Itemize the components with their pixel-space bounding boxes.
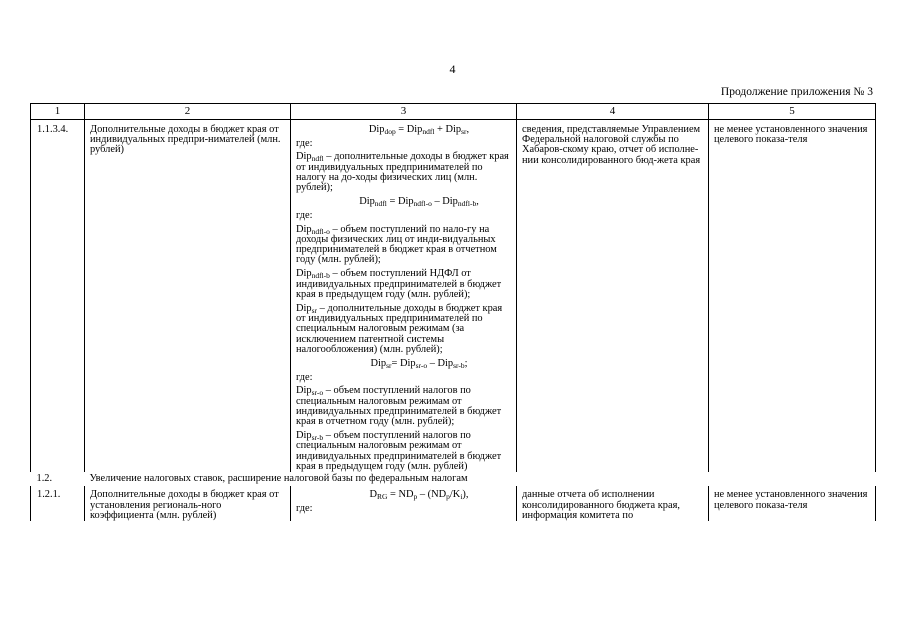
section-title: Увеличение налоговых ставок, расширение налоговой базы по федеральным налогам xyxy=(89,473,468,485)
where-label: где: xyxy=(296,138,313,150)
variable-definition: Dip$_{ndfl}$ – дополнительные доходы в бюджет края от индивидуальных предпринимателей по налогу на до-ходы физических лиц (млн. рублей); xyxy=(296,151,509,194)
continuation-label: Продолжение приложения № 3 xyxy=(720,86,873,98)
variable-definition: Dip$_{ndfl-o}$ – объем поступлений по нало-гу на доходы физических лиц от инди-видуальных предпринимателей в бюджет края в отчетном году (млн. рублей); xyxy=(296,223,497,266)
data-source: сведения, представляемые Управлением Федеральной налоговой службы по Хабаров-скому краю, отчет об исполне-нии консолидированного бюд-жета края xyxy=(517,120,709,473)
indicator-name: Дополнительные доходы в бюджет края от индивидуальных предпри-нимателей (млн. рублей) xyxy=(85,120,291,473)
row-number: 1.1.3.4. xyxy=(31,120,85,473)
header-row xyxy=(31,104,876,120)
where-label: где: xyxy=(296,502,313,514)
where-label: где: xyxy=(296,210,313,222)
header-col-4: 4 xyxy=(517,104,709,120)
indicators-table xyxy=(30,103,876,521)
formula: Dip$_{sr}$= Dip$_{sr-o}$ – Dip$_{sr-b}$; xyxy=(370,358,468,371)
formula: Dip$_{ndfl}$ = Dip$_{ndfl-o}$ – Dip$_{ndfl-b}$, xyxy=(359,196,479,209)
formula: $D_{RG} = ND_p - (ND_p/K_i)$, xyxy=(369,489,469,502)
header-col-5: 5 xyxy=(709,104,876,120)
header-col-1: 1 xyxy=(31,104,85,120)
calculation-method xyxy=(291,120,517,473)
target-note: не менее установленного значения целевого показа-теля xyxy=(709,486,876,521)
header-col-3: 3 xyxy=(291,104,517,120)
table-row xyxy=(31,486,876,521)
page-number: 4 xyxy=(449,62,456,76)
calculation-method xyxy=(291,486,517,521)
variable-definition: Dip$_{ndfl-b}$ – объем поступлений НДФЛ от индивидуальных предпринимателей в бюджет края в предыдущем году (млн. рублей); xyxy=(296,268,502,300)
where-label: где: xyxy=(296,372,313,384)
variable-definition: Dip$_{sr-o}$ – объем поступлений налогов по специальным налоговым режимам от индивидуальных предпринимателей в бюджет края в отчетном году (млн. рублей); xyxy=(296,385,502,428)
formula: Dip$_{dop}$ = Dip$_{ndfl}$ + Dip$_{sr}$, xyxy=(368,124,470,136)
row-number: 1.2. xyxy=(36,473,53,485)
header-col-2: 2 xyxy=(85,104,291,120)
variable-definition: Dip$_{sr-b}$ – объем поступлений налогов по специальным налоговым режимам от индивидуальных предпринимателей в бюджет края в предыдущем году (млн. рублей) xyxy=(296,430,502,472)
data-source: данные отчета об исполнении консолидированного бюджета края, информация комитета по xyxy=(517,486,709,521)
target-note: не менее установленного значения целевого показа-теля xyxy=(709,120,876,473)
row-number: 1.2.1. xyxy=(31,486,85,521)
table-row xyxy=(31,120,876,473)
section-row xyxy=(31,472,876,486)
variable-definition: Dip$_{sr}$ – дополнительные доходы в бюджет края от индивидуальных предпринимателей по специальным налоговым режимам (за исключением патентной системы налогообложения) (млн. рублей); xyxy=(296,303,503,355)
indicator-name: Дополнительные доходы в бюджет края от установления региональ-ного коэффициента (млн. рублей) xyxy=(85,486,291,521)
